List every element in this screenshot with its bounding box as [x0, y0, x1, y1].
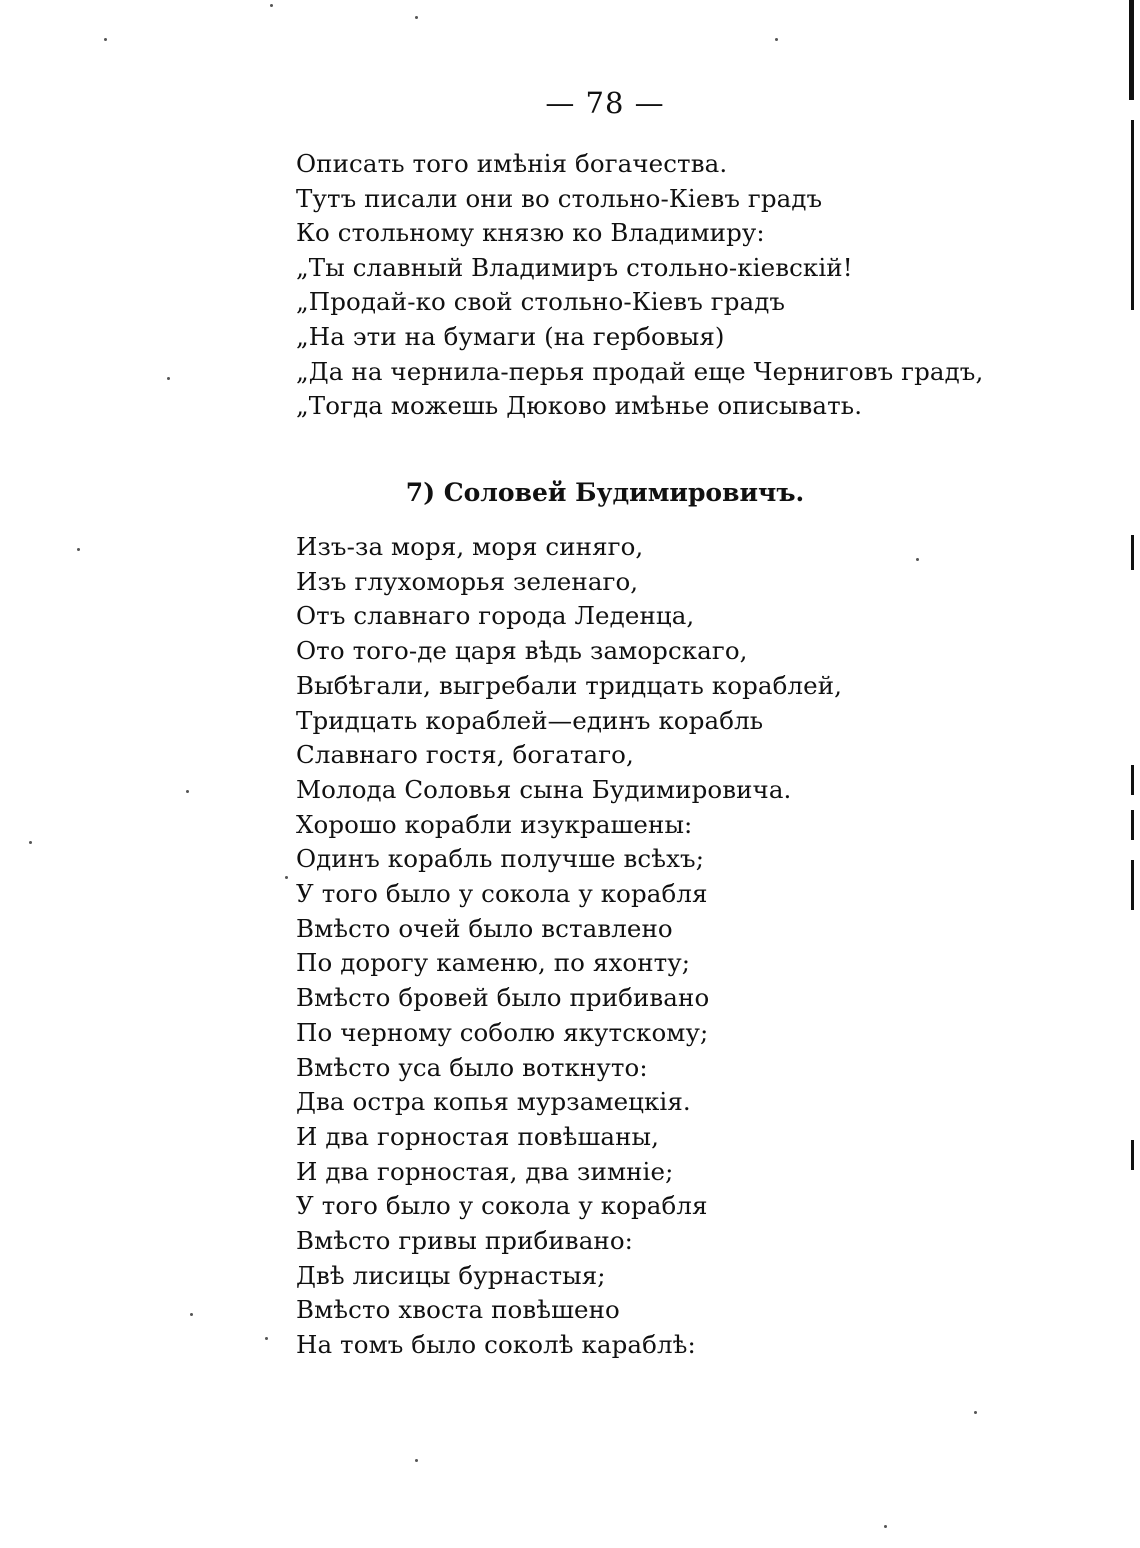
- verse-line: Отъ славнаго города Леденца,: [296, 601, 695, 631]
- section-heading: 7) Соловей Будимировичъ.: [405, 478, 805, 507]
- verse-line: И два горностая, два зимніе;: [296, 1156, 674, 1186]
- verse-line: Два остра копья мурзамецкія.: [296, 1087, 691, 1117]
- verse-line: Описать того имѣнія богачества.: [296, 149, 728, 178]
- verse-line: По дорогу каменю, по яхонту;: [296, 948, 691, 978]
- scan-edge-mark: [1131, 535, 1134, 570]
- scan-speck: [775, 38, 778, 41]
- verse-line: Вмѣсто очей было вставлено: [296, 913, 673, 943]
- verse-line: Вмѣсто хвоста повѣшено: [296, 1295, 620, 1325]
- verse-line: Изъ глухоморья зеленаго,: [296, 566, 639, 596]
- verse-line: У того было у сокола у корабля: [296, 879, 708, 909]
- verse-line: „Ты славный Владимиръ стольно-кіевскій!: [296, 252, 853, 282]
- verse-line: Тутъ писали они во стольно-Кіевъ градъ: [296, 183, 823, 213]
- scan-speck: [167, 377, 170, 380]
- verse-line: На томъ было соколѣ караблѣ:: [296, 1330, 696, 1360]
- poem-continuation: [296, 147, 983, 424]
- verse-line: Вмѣсто уса было воткнуто:: [296, 1052, 648, 1082]
- verse-line: Ото того-де царя вѣдь заморскаго,: [296, 636, 748, 666]
- verse-line: Тридцать кораблей—единъ корабль: [296, 705, 764, 735]
- verse-line: Двѣ лисицы бурнастыя;: [296, 1260, 606, 1290]
- verse-line: У того было у сокола у корабля: [296, 1191, 708, 1221]
- scan-edge-mark: [1131, 765, 1134, 795]
- verse-line: „Продай-ко свой стольно-Кіевъ градъ: [296, 287, 786, 317]
- scan-speck: [270, 4, 273, 7]
- scan-edge-mark: [1129, 0, 1134, 100]
- scan-speck: [265, 1337, 268, 1340]
- verse-line: „Тогда можешь Дюково имѣнье описывать.: [296, 391, 863, 421]
- scan-edge-mark: [1131, 810, 1134, 840]
- scan-speck: [916, 558, 919, 561]
- verse-line: Выбѣгали, выгребали тридцать кораблей,: [296, 670, 843, 700]
- verse-line: Молода Соловья сына Будимировича.: [296, 774, 792, 804]
- verse-line: „Да на чернила-перья продай еще Черниговъ градъ,: [296, 356, 984, 386]
- verse-line: По черному соболю якутскому;: [296, 1017, 709, 1047]
- scan-speck: [884, 1525, 887, 1528]
- scan-speck: [285, 876, 288, 879]
- verse-line: Вмѣсто гривы прибивано:: [296, 1226, 634, 1256]
- scan-speck: [186, 790, 189, 793]
- scan-speck: [190, 1313, 193, 1316]
- scan-speck: [77, 548, 80, 551]
- verse-line: Изъ-за моря, моря синяго,: [296, 532, 644, 561]
- poem-solovei-budimirovich: [296, 530, 842, 1363]
- verse-line: Ко стольному князю ко Владимиру:: [296, 218, 765, 248]
- verse-line: „На эти на бумаги (на гербовыя): [296, 321, 725, 351]
- scan-edge-mark: [1131, 860, 1134, 910]
- page-number: — 78 —: [545, 86, 665, 120]
- verse-line: Одинъ корабль получше всѣхъ;: [296, 844, 705, 874]
- verse-line: И два горностая повѣшаны,: [296, 1121, 660, 1151]
- scan-edge-mark: [1131, 1140, 1134, 1170]
- scan-speck: [974, 1411, 977, 1414]
- scan-edge-mark: [1131, 120, 1134, 310]
- scan-speck: [104, 38, 107, 41]
- verse-line: Вмѣсто бровей было прибивано: [296, 983, 710, 1013]
- scan-speck: [415, 1459, 418, 1462]
- scan-speck: [415, 16, 418, 19]
- scan-speck: [29, 841, 32, 844]
- verse-line: Хорошо корабли изукрашены:: [296, 809, 693, 839]
- verse-line: Славнаго гостя, богатаго,: [296, 740, 634, 770]
